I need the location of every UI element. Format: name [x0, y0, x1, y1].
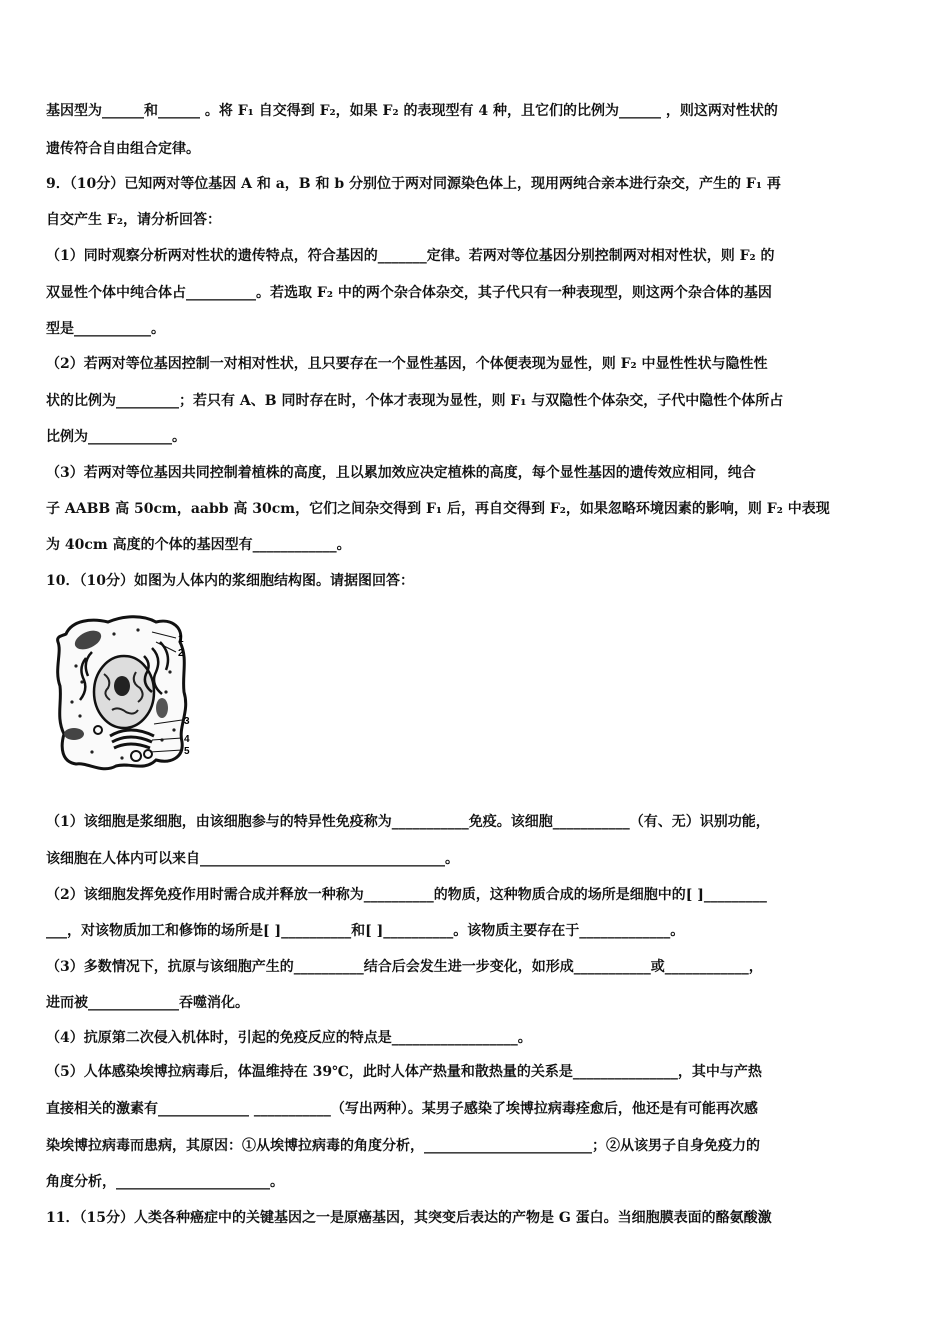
text-line: 双显性个体中纯合体占__________。若选取 F₂ 中的两个杂合体杂交，其子代只有一种表现型，则这两个杂合体的基因: [46, 285, 772, 301]
plasma-cell-diagram: [52, 612, 202, 780]
mitochondrion: [156, 698, 168, 718]
question-10-stem: 10．（10分）如图为人体内的浆细胞结构图。请据图回答：: [46, 573, 414, 589]
label-5: 5: [184, 746, 190, 757]
label-1: 1: [178, 634, 184, 645]
question-10-part-5: （5）人体感染埃博拉病毒后，体温维持在 39℃，此时人体产热量和散热量的关系是_______________，其中与产热: [46, 1064, 762, 1080]
text-line: ___，对该物质加工和修饰的场所是[ ]__________和[ ]__________。该物质主要存在于_____________。: [46, 923, 685, 939]
text-line: 基因型为______和______ 。将 F₁ 自交得到 F₂，如果 F₂ 的表现型有 4 种，且它们的比例为______ ，则这两对性状的: [46, 103, 778, 119]
text-line: 进而被_____________吞噬消化。: [46, 995, 249, 1011]
mitochondrion: [64, 728, 84, 740]
question-11-stem: 11．（15分）人类各种癌症中的关键基因之一是原癌基因，其突变后表达的产物是 G 蛋白。当细胞膜表面的酪氨酸激: [46, 1210, 772, 1226]
text-line: 遗传符合自由组合定律。: [46, 141, 200, 157]
question-9-stem: 9．（10分）已知两对等位基因 A 和 a，B 和 b 分别位于两对同源染色体上，现用两纯合亲本进行杂交，产生的 F₁ 再: [46, 176, 781, 192]
label-2: 2: [178, 648, 184, 659]
label-4: 4: [184, 734, 190, 745]
label-3: 3: [184, 716, 190, 727]
text-line: 比例为____________。: [46, 429, 186, 445]
text-line: 角度分析，______________________。: [46, 1174, 284, 1190]
text-line: 状的比例为_________；若只有 A、B 同时存在时，个体才表现为显性，则 F₁ 与双隐性个体杂交，子代中隐性个体所占: [46, 393, 784, 409]
question-10-part-1: （1）该细胞是浆细胞，由该细胞参与的特异性免疫称为___________免疫。该细胞___________（有、无）识别功能，: [46, 814, 770, 830]
text-line: 子 AABB 高 50cm，aabb 高 30cm，它们之间杂交得到 F₁ 后，再自交得到 F₂，如果忽略环境因素的影响，则 F₂ 中表现: [46, 501, 830, 517]
text-line: 自交产生 F₂，请分析回答：: [46, 212, 221, 228]
question-9-part-1: （1）同时观察分析两对性状的遗传特点，符合基因的_______定律。若两对等位基因分别控制两对相对性状，则 F₂ 的: [46, 248, 775, 264]
text-line: 染埃博拉病毒而患病，其原因：①从埃博拉病毒的角度分析，________________________；②从该男子自身免疫力的: [46, 1138, 760, 1154]
question-10-part-2: （2）该细胞发挥免疫作用时需合成并释放一种称为__________的物质，这种物质合成的场所是细胞中的[ ]_________: [46, 887, 767, 903]
nucleolus: [114, 676, 130, 696]
text-line: 该细胞在人体内可以来自___________________________________。: [46, 851, 459, 867]
question-10-part-4: （4）抗原第二次侵入机体时，引起的免疫反应的特点是__________________。: [46, 1030, 532, 1046]
text-line: 为 40cm 高度的个体的基因型有____________。: [46, 537, 351, 553]
question-9-part-3: （3）若两对等位基因共同控制着植株的高度，且以累加效应决定植株的高度，每个显性基因的遗传效应相同，纯合: [46, 465, 756, 481]
question-10-part-3: （3）多数情况下，抗原与该细胞产生的__________结合后会发生进一步变化，如形成___________或____________，: [46, 959, 763, 975]
question-9-part-2: （2）若两对等位基因控制一对相对性状，且只要存在一个显性基因，个体便表现为显性，则 F₂ 中显性性状与隐性性: [46, 356, 768, 372]
text-line: 直接相关的激素有_____________ ___________（写出两种）。某男子感染了埃博拉病毒痊愈后，他还是有可能再次感: [46, 1101, 758, 1117]
text-line: 型是___________。: [46, 321, 165, 337]
